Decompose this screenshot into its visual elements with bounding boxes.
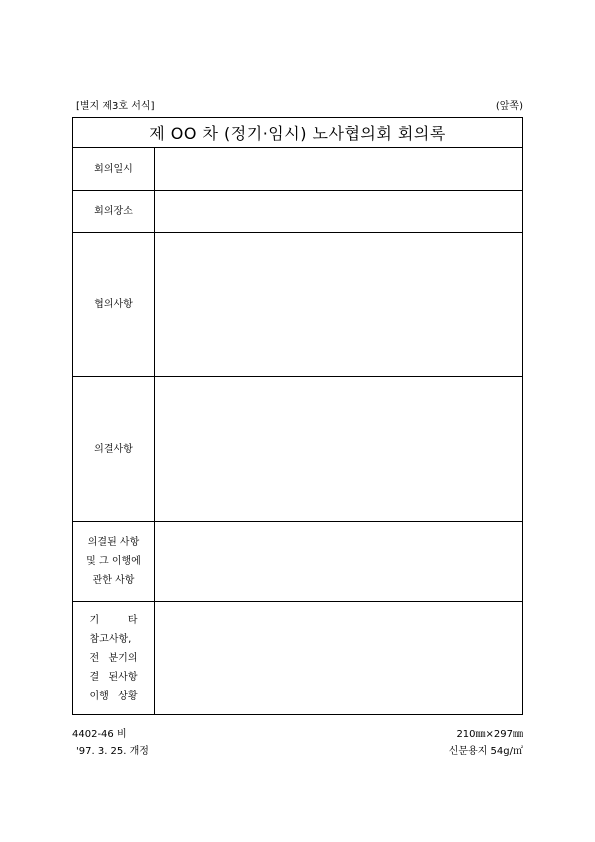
- label-line: 관한 사항: [92, 575, 135, 586]
- label-line: 의결사항: [94, 443, 133, 455]
- form-title: 제 OO 차 (정기·임시) 노사협의회 회의록: [73, 118, 522, 148]
- label-line: 이행 상황: [89, 690, 138, 702]
- row-resolved-matters-implementation: [73, 522, 522, 602]
- label-line: 의결된 사항: [87, 537, 140, 548]
- label-line: 회의장소: [94, 206, 133, 217]
- row-label: [73, 377, 155, 521]
- paper-size: 210㎜×297㎜: [456, 729, 523, 740]
- label-line: 회의일시: [94, 163, 133, 175]
- label-line: 및 그 이행에: [86, 556, 141, 567]
- row-label: [73, 602, 155, 714]
- row-label: [73, 233, 155, 376]
- row-meeting-datetime: [73, 148, 522, 191]
- other-notes-field[interactable]: [155, 602, 522, 714]
- meeting-minutes-form: [72, 117, 523, 715]
- row-label: [73, 148, 155, 190]
- row-consultation-items: [73, 233, 522, 377]
- row-resolutions: [73, 377, 522, 522]
- resolved-matters-field[interactable]: [155, 522, 522, 601]
- row-other-notes: [73, 602, 522, 714]
- meeting-datetime-field[interactable]: [155, 148, 522, 190]
- form-code: 4402-46 비: [72, 729, 127, 740]
- label-line: 협의사항: [94, 299, 133, 310]
- form-number: [별지 제3호 서식]: [76, 101, 155, 112]
- consultation-items-field[interactable]: [155, 233, 522, 376]
- row-meeting-place: [73, 191, 522, 233]
- row-label: [73, 522, 155, 601]
- label-line: 결 된사항: [89, 671, 138, 683]
- page-side-label: (앞쪽): [495, 101, 523, 112]
- row-label: [73, 191, 155, 232]
- revision-date: '97. 3. 25. 개정: [76, 746, 149, 757]
- paper-type: 신문용지 54g/㎡: [448, 746, 523, 757]
- label-line: 전 분기의: [89, 652, 138, 664]
- label-line: 참고사항,: [89, 633, 132, 645]
- label-line: 기 타: [89, 614, 138, 626]
- meeting-place-field[interactable]: [155, 191, 522, 232]
- resolutions-field[interactable]: [155, 377, 522, 521]
